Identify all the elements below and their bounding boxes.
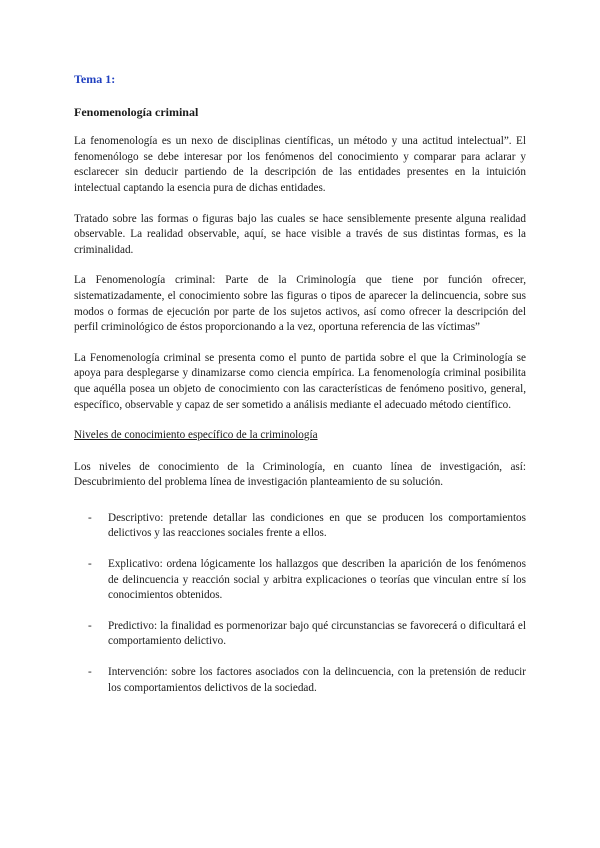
section-heading: Fenomenología criminal [74, 104, 199, 119]
paragraph-1: La fenomenología es un nexo de disciplinas científicas, un método y una actitud intelectual”. El fenomenólogo se debe interesar por los fenómenos del conocimiento y comparar para aclarar y esclarecer sin deducir partiendo de la descripción de las entidades presentes en la intuición intelectual captando la esencia pura de dichas entidades. [74, 135, 526, 194]
list-item-text: Predictivo: la finalidad es pormenorizar bajo qué circunstancias se favorecerá o dificultará el comportamiento delictivo. [108, 619, 526, 648]
bullet-dash: - [88, 558, 92, 571]
topic-label: Tema 1: [74, 72, 116, 86]
list-item-explanatory [74, 557, 526, 604]
list-item-text: Intervención: sobre los factores asociados con la delincuencia, con la pretensión de reducir los comportamientos delictivos de la sociedad. [108, 666, 526, 694]
bullet-dash: - [88, 666, 92, 679]
levels-list [74, 511, 526, 696]
paragraph-4: La Fenomenología criminal se presenta como el punto de partida sobre el que la Criminología se apoya para desplegarse y dinamizarse como ciencia empírica. La fenomenología criminal posibilita que aquélla posea un objeto de conocimiento con las características de fenómeno positivo, general, específico, observable y capaz de ser sometido a análisis mediante el adecuado método científico. [74, 351, 526, 411]
bullet-dash: - [88, 619, 92, 632]
paragraph-2: Tratado sobre las formas o figuras bajo las cuales se hace sensiblemente presente alguna realidad observable. La realidad observable, aquí, se hace visible a través de sus distintas formas, es la criminalidad. [74, 212, 526, 256]
list-item-descriptive [74, 511, 526, 542]
list-item-predictive [74, 619, 526, 650]
paragraph-3: La Fenomenología criminal: Parte de la Criminología que tiene por función ofrecer, sistematizadamente, el conocimiento sobre las figuras o tipos de aparecer la delincuencia, sobre sus modos o formas de ejecución por parte de los sujetos activos, así como ofrecer la descripción del perfil criminológico de éstos proporcionando a la vez, oportuna referencia de las víctimas” [74, 274, 526, 334]
levels-subheading: Niveles de conocimiento específico de la criminología [74, 429, 318, 442]
list-item-text: Descriptivo: pretende detallar las condiciones en que se producen los comportamientos delictivos y las reacciones sociales frente a ellos. [108, 511, 526, 540]
levels-intro: Los niveles de conocimiento de la Criminología, en cuanto línea de investigación, así: Descubrimiento del problema línea de investigación planteamiento de su solución. [74, 460, 526, 489]
list-item-intervention [74, 665, 526, 696]
bullet-dash: - [88, 511, 92, 524]
list-item-text: Explicativo: ordena lógicamente los hallazgos que describen la aparición de los fenómenos de delincuencia y reacción social y arbitra explicaciones o teorías que vinculan entre sí los conocimientos obtenidos. [108, 558, 526, 602]
